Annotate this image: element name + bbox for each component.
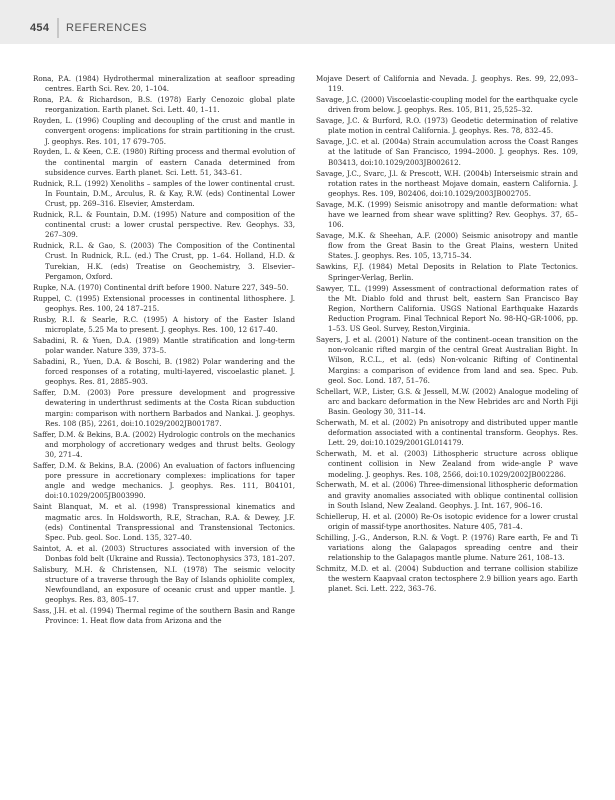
reference-entry: Scherwath, M. et al. (2006) Three-dimensional lithospheric deformation and gravity anomalies associated with oblique continental collision in South Island, New Zealand. Geophys. J. Int. 167, 906–16.: [316, 480, 578, 510]
reference-entry: Savage, J.C. (2000) Viscoelastic-coupling model for the earthquake cycle driven from below. J. geophys. Res. 105, B11, 25,525–32.: [316, 95, 578, 115]
reference-entry: Saffer, D.M. & Bekins, B.A. (2006) An evaluation of factors influencing pore pressure in accretionary complexes: implications for taper angle and wedge mechanics. J. geophys. Res. 111, B04101, doi:10.1029/2005JB003990.: [33, 460, 295, 501]
reference-entry: Rudnick, R.L. & Gao, S. (2003) The Composition of the Continental Crust. In Rudnick, R.L. (ed.) The Crust, pp. 1–64. Holland, H.D. & Turekian, H.K. (eds) Treatise on Geochemistry, 3. Elsevier–Pergamon, Oxford.: [33, 241, 295, 281]
reference-entry: Schiellerup, H. et al. (2000) Re-Os isotopic evidence for a lower crustal origin of massif-type anorthosites. Nature 405, 781–4.: [316, 511, 578, 531]
reference-entry: Saffer, D.M. & Bekins, B.A. (2002) Hydrologic controls on the mechanics and morphology of accretionary wedges and thrust belts. Geology 30, 271–4.: [33, 429, 295, 459]
reference-entry: Ruppel, C. (1995) Extensional processes in continental lithosphere. J. geophys. Res. 100, 24 187–215.: [33, 293, 295, 313]
reference-entry: Royden, L. & Keen, C.E. (1980) Rifting process and thermal evolution of the continental margin of eastern Canada determined from subsidence curves. Earth planet. Sci. Lett. 51, 343–61.: [33, 147, 295, 177]
reference-entry: Sawkins, F.J. (1984) Metal Deposits in Relation to Plate Tectonics. Springer-Verlag, Berlin.: [316, 262, 578, 282]
reference-entry: Rona, P.A. (1984) Hydrothermal mineralization at seafloor spreading centres. Earth Sci. Rev. 20, 1–104.: [33, 74, 295, 94]
reference-entry: Savage, M.K. & Sheehan, A.F. (2000) Seismic anisotropy and mantle flow from the Great Basin to the Great Plains, western United States. J. geophys. Res. 105, 13,715–34.: [316, 231, 578, 261]
reference-entry: Saffer, D.M. (2003) Pore pressure development and progressive dewatering in underthrust sediments at the Costa Rican subduction margin: comparison with northern Barbados and Nankai. J. geophys. Res. 108 (B5), 2261, doi:10.1029/2002JB001787.: [33, 388, 295, 428]
reference-entry: Savage, M.K. (1999) Seismic anisotropy and mantle deformation: what have we learned from shear wave splitting? Rev. Geophys. 37, 65–106.: [316, 199, 578, 230]
reference-entry: Sass, J.H. et al. (1994) Thermal regime of the southern Basin and Range Province: 1. Heat flow data from Arizona and the: [33, 606, 295, 626]
left-column: [33, 74, 295, 627]
header-separator: [57, 18, 59, 38]
page-number: 454: [30, 22, 50, 34]
reference-entry: Mojave Desert of California and Nevada. J. geophys. Res. 99, 22,093–119.: [316, 74, 578, 94]
reference-entry: Sayers, J. et al. (2001) Nature of the continent–ocean transition on the non-volcanic rifted margin of the central Great Australian Bight. In Wilson, R.C.L., et al. (eds) Non-volcanic Rifting of Continental Margins: a comparison of evidence from land and sea. Spec. Pub. geol. Soc. Lond. 187, 51–76.: [316, 335, 578, 385]
running-head: REFERENCES: [66, 22, 148, 34]
reference-entry: Schilling, J.-G., Anderson, R.N. & Vogt. P. (1976) Rare earth, Fe and Ti variations along the Galapagos spreading centre and their relationship to the Galapagos mantle plume. Nature 261, 108–13.: [316, 532, 578, 563]
reference-entry: Rudnick, R.L. (1992) Xenoliths – samples of the lower continental crust. In Fountain, D.M., Arculus, R. & Kay, R.W. (eds) Continental Lower Crust, pp. 269–316. Elsevier, Amsterdam.: [33, 178, 295, 209]
reference-entry: Savage, J.C. & Burford, R.O. (1973) Geodetic determination of relative plate motion in central California. J. geophys. Res. 78, 832–45.: [316, 116, 578, 136]
reference-entry: Savage, J.C. et al. (2004a) Strain accumulation across the Coast Ranges at the latitude of San Francisco, 1994–2000. J. geophys. Res. 109, B03413, doi:10.1029/2003JB002612.: [316, 137, 578, 167]
page-header: [0, 0, 615, 44]
reference-entry: Rudnick, R.L. & Fountain, D.M. (1995) Nature and composition of the continental crust: a lower crustal perspective. Rev. Geophys. 33, 267–309.: [33, 210, 295, 240]
reference-entry: Savage, J.C., Svarc, J.l. & Prescott, W.H. (2004b) Interseismic strain and rotation rates in the northeast Mojave domain, eastern California. J. geophys. Res. 109, B02406, doi:10.1029/2003JB002705.: [316, 168, 578, 198]
reference-entry: Sawyer, T.L. (1999) Assessment of contractional deformation rates of the Mt. Diablo fold and thrust belt, eastern San Francisco Bay Region, Northern California. USGS National Earthquake Hazards Reduction Program. Final Technical Report No. 98-HQ-GR-1006, pp. 1–53. US Geol. Survey, Reston,Virginia.: [316, 283, 578, 334]
reference-entry: Rupke, N.A. (1970) Continental drift before 1900. Nature 227, 349–50.: [33, 282, 289, 292]
reference-entry: Sabadini, R. & Yuen, D.A. (1989) Mantle stratification and long-term polar wander. Nature 339, 373–5.: [33, 335, 295, 356]
reference-entry: Saintot, A. et al. (2003) Structures associated with inversion of the Donbas fold belt (Ukraine and Russia). Tectonophysics 373, 181–207.: [33, 543, 295, 563]
reference-entry: Rusby, R.I. & Searle, R.C. (1995) A history of the Easter Island microplate, 5.25 Ma to present. J. geophys. Res. 100, 12 617–40.: [33, 314, 295, 334]
reference-entry: Schmitz, M.D. et al. (2004) Subduction and terrane collision stabilize the western Kaapvaal craton tectosphere 2.9 billion years ago. Earth planet. Sci. Lett. 222, 363–76.: [316, 564, 578, 594]
reference-entry: Saint Blanquat, M. et al. (1998) Transpressional kinematics and magmatic arcs. In Holdsworth, R.E, Strachan, R.A. & Dewey, J.F. (eds) Continental Transpressional and Transtensional Tectonics. Spec. Pub. geol. Soc. Lond. 135, 327–40.: [33, 502, 295, 542]
right-column: [316, 74, 578, 595]
reference-entry: Sabadini, R., Yuen, D.A. & Boschi, B. (1982) Polar wandering and the forced responses of a rotating, multi-layered, viscoelastic planet. J. geophys. Res. 81, 2885–903.: [33, 356, 295, 387]
reference-entry: Rona, P.A. & Richardson, B.S. (1978) Early Cenozoic global plate reorganization. Earth planet. Sci. Lett. 40, 1–11.: [33, 95, 295, 115]
reference-entry: Scherwath, M. et al. (2002) Pn anisotropy and distributed upper mantle deformation associated with a continental transform. Geophys. Res. Lett. 29, doi:10.1029/2001GL014179.: [316, 417, 578, 448]
reference-entry: Royden, L. (1996) Coupling and decoupling of the crust and mantle in convergent orogens: implications for strain partitioning in the crust. J. geophys. Res. 101, 17 679–705.: [33, 116, 295, 146]
reference-entry: Schellart, W.P., Lister, G.S. & Jessell, M.W. (2002) Analogue modeling of arc and backarc deformation in the New Hebrides arc and North Fiji Basin. Geology 30, 311–14.: [316, 386, 578, 416]
reference-entry: Salisbury, M.H. & Christensen, N.I. (1978) The seismic velocity structure of a traverse through the Bay of Islands ophiolite complex, Newfoundland, an exposure of oceanic crust and upper mantle. J. geophys. Res. 83, 805–17.: [33, 564, 295, 605]
reference-entry: Scherwath, M. et al. (2003) Lithospheric structure across oblique continent collision in New Zealand from wide-angle P wave modeling. J. geophys. Res. 108, 2566, doi:10.1029/2002JB002286.: [316, 449, 578, 479]
